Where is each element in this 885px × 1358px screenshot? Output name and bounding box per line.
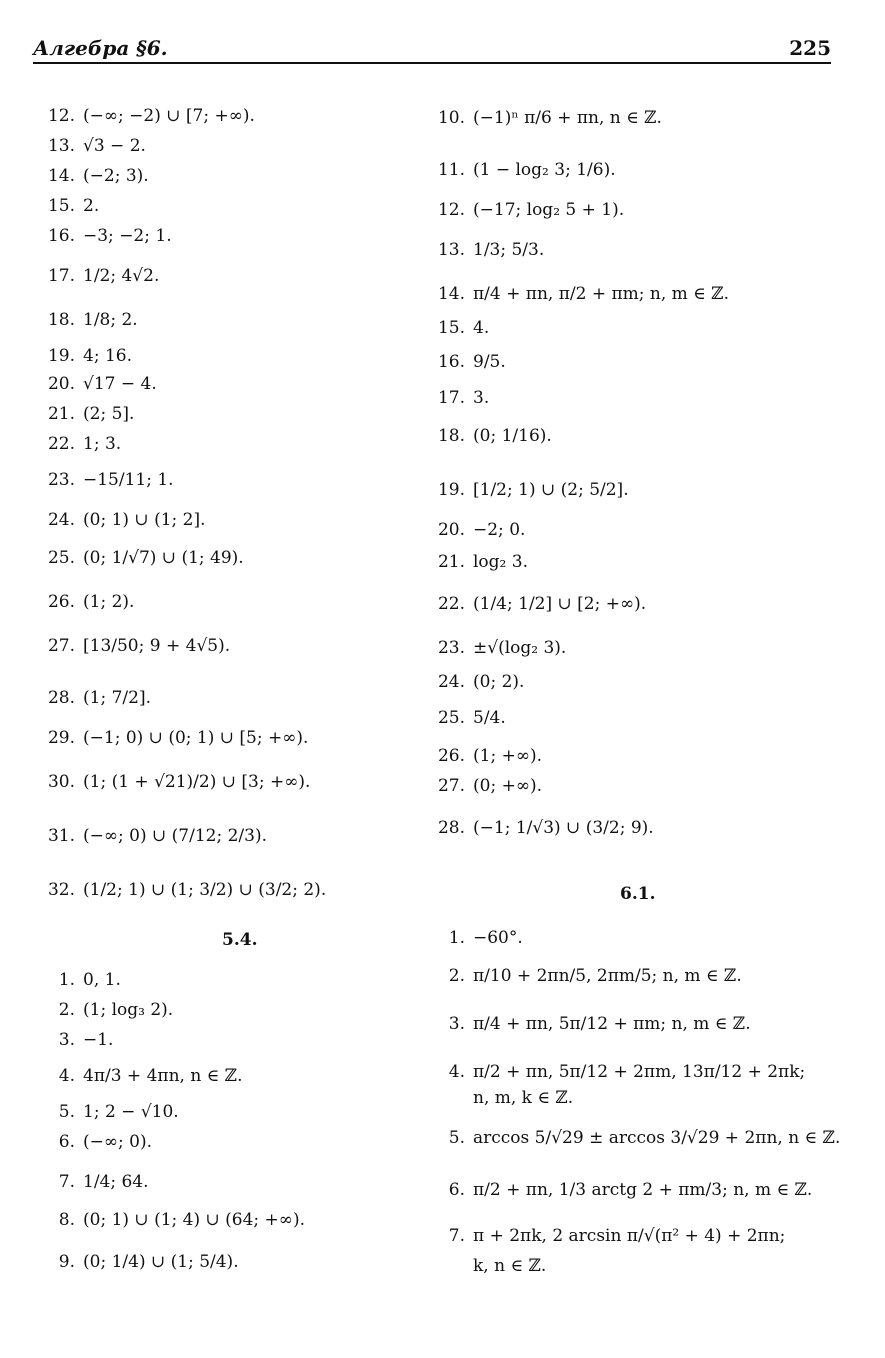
answer-item: 19. 4; 16. — [47, 346, 132, 366]
answer-item: 17. 3. — [437, 388, 490, 408]
answer-item: 21. (2; 5]. — [47, 404, 135, 424]
answer-item: 28. (−1; 1/√3) ∪ (3/2; 9). — [437, 818, 654, 838]
answer-item: 10. (−1)ⁿ π/6 + πn, n ∈ ℤ. — [437, 108, 662, 128]
answer-item: 13. 1/3; 5/3. — [437, 240, 545, 260]
answer-item: 20. √17 − 4. — [47, 374, 157, 394]
answer-item: 26. (1; +∞). — [437, 746, 543, 766]
answer-item: 23. −15/11; 1. — [47, 470, 174, 490]
answer-item: 31. (−∞; 0) ∪ (7/12; 2/3). — [47, 826, 268, 846]
answer-item: 11. (1 − log₂ 3; 1/6). — [437, 160, 616, 180]
answer-item: 4. π/2 + πn, 5π/12 + 2πm, 13π/12 + 2πk; — [448, 1062, 806, 1082]
answer-item: 9. (0; 1/4) ∪ (1; 5/4). — [58, 1252, 239, 1272]
section-heading-5-4: 5.4. — [222, 930, 258, 950]
answer-item: 21. log₂ 3. — [437, 552, 528, 572]
answer-item: 24. (0; 1) ∪ (1; 2]. — [47, 510, 206, 530]
answer-item: 30. (1; (1 + √21)/2) ∪ [3; +∞). — [47, 772, 311, 792]
answer-item: 7. 1/4; 64. — [58, 1172, 149, 1192]
answer-item: 3. π/4 + πn, 5π/12 + πm; n, m ∈ ℤ. — [448, 1014, 751, 1034]
answer-item: 17. 1/2; 4√2. — [47, 266, 160, 286]
answer-item: 27. [13/50; 9 + 4√5). — [47, 636, 231, 656]
answer-item: 18. (0; 1/16). — [437, 426, 552, 446]
answer-item: 6. (−∞; 0). — [58, 1132, 153, 1152]
answer-item: 20. −2; 0. — [437, 520, 526, 540]
answer-item: 15. 4. — [437, 318, 490, 338]
answer-item: 24. (0; 2). — [437, 672, 525, 692]
answer-item: 28. (1; 7/2]. — [47, 688, 151, 708]
answer-item: 6. π/2 + πn, 1/3 arctg 2 + πm/3; n, m ∈ ℤ. — [448, 1180, 813, 1200]
answer-item: 13. √3 − 2. — [47, 136, 146, 156]
answer-item: 12. (−∞; −2) ∪ [7; +∞). — [47, 106, 255, 126]
answer-item: 19. [1/2; 1) ∪ (2; 5/2]. — [437, 480, 629, 500]
answer-item: 27. (0; +∞). — [437, 776, 543, 796]
answer-item: 5. 1; 2 − √10. — [58, 1102, 179, 1122]
answer-item: 16. −3; −2; 1. — [47, 226, 172, 246]
answer-item: 12. (−17; log₂ 5 + 1). — [437, 200, 625, 220]
answer-item: 25. (0; 1/√7) ∪ (1; 49). — [47, 548, 244, 568]
answer-item: 14. (−2; 3). — [47, 166, 149, 186]
answer-item: 7. π + 2πk, 2 arcsin π/√(π² + 4) + 2πn; — [448, 1226, 786, 1246]
page-number: 225 — [789, 36, 831, 60]
answer-item: 1. 0, 1. — [58, 970, 121, 990]
page-header-title: Алгебра §6. — [33, 36, 168, 60]
answer-item: 22. 1; 3. — [47, 434, 122, 454]
answer-item: 23. ±√(log₂ 3). — [437, 638, 567, 658]
answer-item-continuation: k, n ∈ ℤ. — [473, 1256, 547, 1276]
answer-item: 29. (−1; 0) ∪ (0; 1) ∪ [5; +∞). — [47, 728, 309, 748]
answer-item: 2. π/10 + 2πn/5, 2πm/5; n, m ∈ ℤ. — [448, 966, 742, 986]
answer-item: 3. −1. — [58, 1030, 114, 1050]
answer-item: 15. 2. — [47, 196, 100, 216]
section-heading-6-1: 6.1. — [620, 884, 656, 904]
answer-item: 32. (1/2; 1) ∪ (1; 3/2) ∪ (3/2; 2). — [47, 880, 327, 900]
answer-item: 16. 9/5. — [437, 352, 506, 372]
answer-item: 4. 4π/3 + 4πn, n ∈ ℤ. — [58, 1066, 243, 1086]
answer-item: 1. −60°. — [448, 928, 523, 948]
header-rule — [33, 62, 831, 64]
answer-item: 5. arccos 5/√29 ± arccos 3/√29 + 2πn, n ∈ ℤ. — [448, 1128, 841, 1148]
answer-item: 2. (1; log₃ 2). — [58, 1000, 174, 1020]
answer-item: 8. (0; 1) ∪ (1; 4) ∪ (64; +∞). — [58, 1210, 305, 1230]
answer-item: 18. 1/8; 2. — [47, 310, 138, 330]
answer-item-continuation: n, m, k ∈ ℤ. — [473, 1088, 574, 1108]
answer-item: 26. (1; 2). — [47, 592, 135, 612]
answer-item: 25. 5/4. — [437, 708, 506, 728]
answer-item: 14. π/4 + πn, π/2 + πm; n, m ∈ ℤ. — [437, 284, 729, 304]
answer-item: 22. (1/4; 1/2] ∪ [2; +∞). — [437, 594, 647, 614]
